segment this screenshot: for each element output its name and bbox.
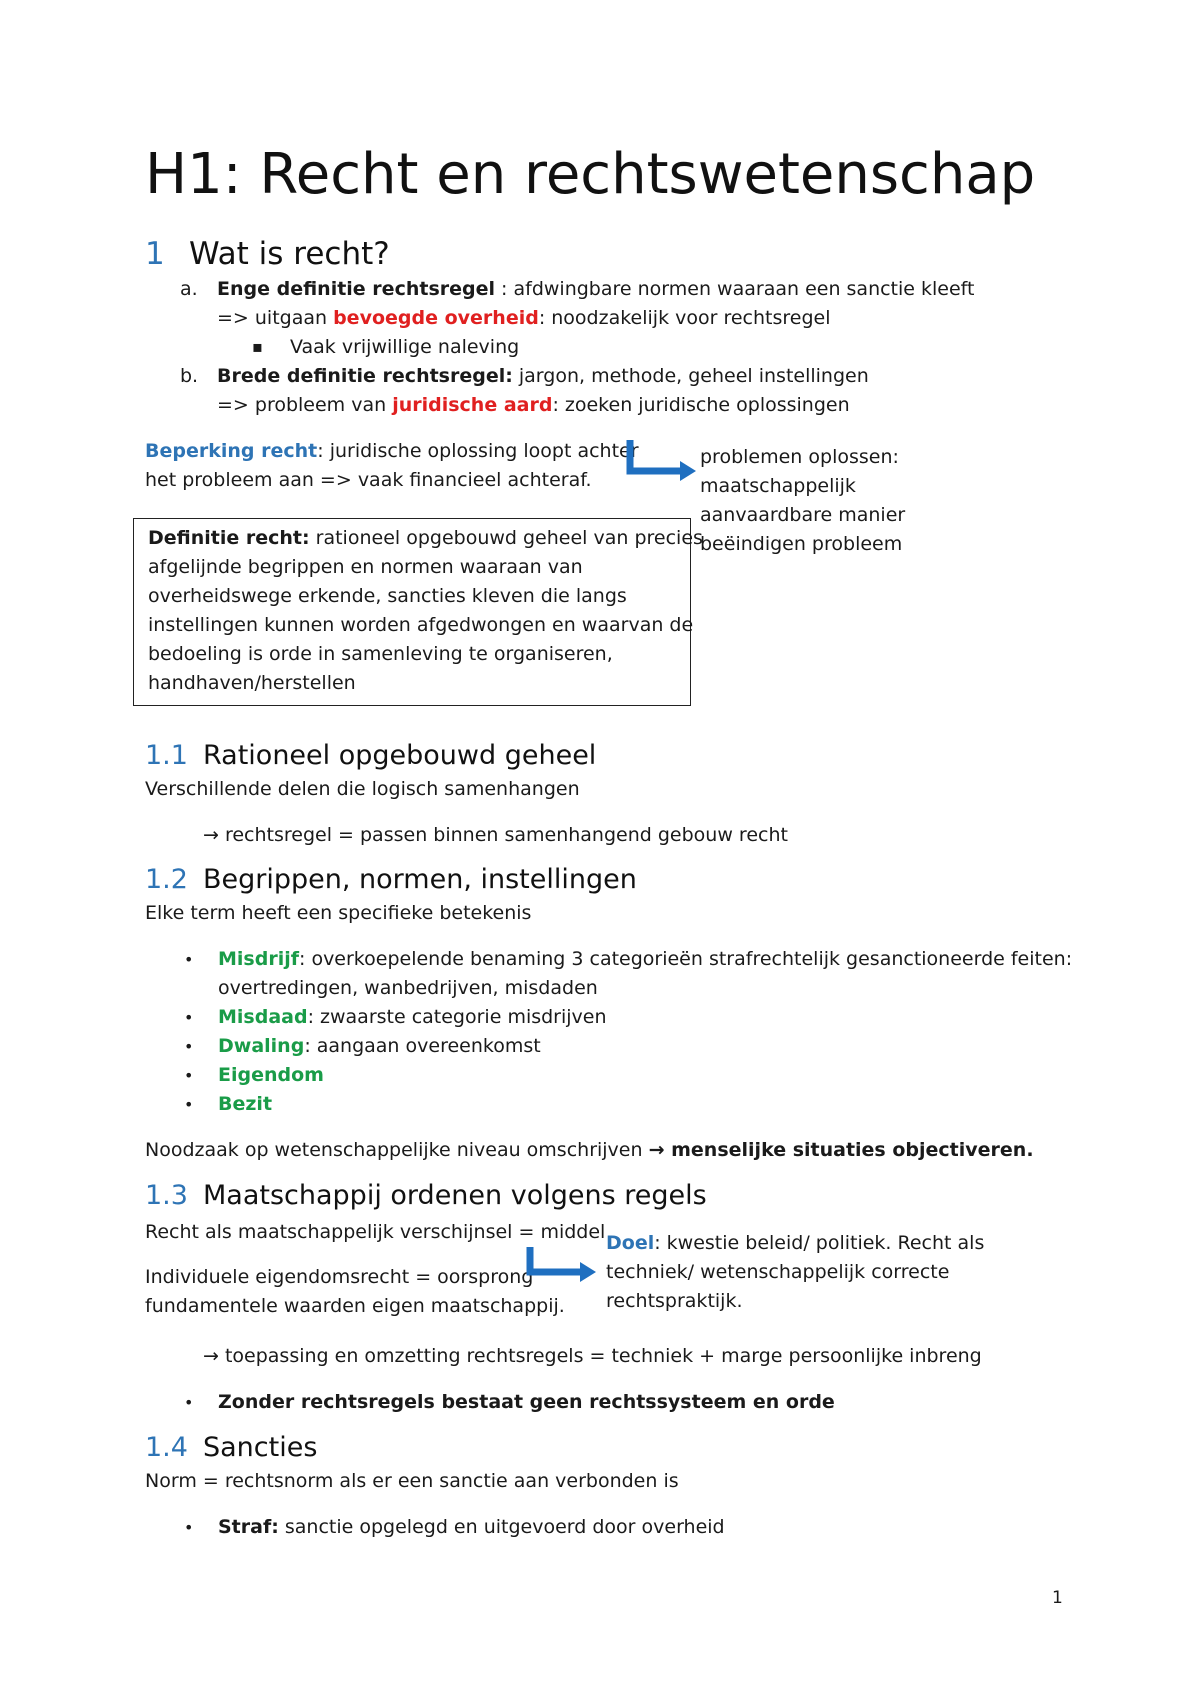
term: Misdrijf — [218, 948, 299, 970]
bullet-item — [180, 945, 1072, 974]
text: Zonder rechtsregels bestaat geen rechtssysteem en orde — [218, 1391, 835, 1413]
sub-bullet-text: Vaak vrijwillige naleving — [290, 336, 520, 358]
section-number: 1.2 — [145, 864, 188, 895]
section-1-4-heading — [145, 1430, 317, 1466]
term: Bezit — [218, 1093, 273, 1115]
side-note-line: problemen oplossen: — [700, 446, 899, 468]
list-marker: b. — [180, 365, 199, 387]
text: techniek/ wetenschappelijk correcte — [606, 1261, 950, 1283]
section-number: 1 — [145, 236, 165, 272]
text: rechtsregel = passen binnen samenhangend gebouw recht — [224, 824, 788, 846]
section-title: Rationeel opgebouwd geheel — [203, 740, 597, 771]
bullet-item — [180, 1003, 607, 1032]
bullet-item — [180, 1513, 725, 1542]
definition-line: afgelijnde begrippen en normen waaraan van — [148, 556, 583, 578]
section-1-2-heading — [145, 862, 637, 898]
arrow-right-icon: → — [203, 1345, 225, 1367]
term: Straf: — [218, 1516, 279, 1538]
term: Eigendom — [218, 1064, 324, 1086]
bullet-icon: • — [184, 1066, 194, 1085]
section-number: 1.4 — [145, 1432, 188, 1463]
term: Definitie recht: — [148, 527, 310, 549]
text: : zwaarste categorie misdrijven — [307, 1006, 607, 1028]
section-title: Maatschappij ordenen volgens regels — [203, 1180, 707, 1211]
arrow-paragraph — [203, 821, 788, 850]
arrow-right-icon: → — [203, 824, 225, 846]
text: : zoeken juridische oplossingen — [552, 394, 850, 416]
term: Misdaad — [218, 1006, 308, 1028]
highlight-term: bevoegde overheid — [333, 307, 539, 329]
beperking-line-2: het probleem aan => vaak financieel achteraf. — [145, 469, 592, 491]
section-title: Wat is recht? — [189, 236, 390, 272]
bullet-item — [180, 1090, 272, 1119]
section-1-1-heading — [145, 738, 596, 774]
term: Beperking recht — [145, 440, 318, 462]
bullet-item — [180, 1061, 324, 1090]
term: Enge definitie rechtsregel — [217, 278, 496, 300]
side-note-line: maatschappelijk — [700, 475, 856, 497]
paragraph: Individuele eigendomsrecht = oorsprong — [145, 1266, 534, 1288]
text: => probleem van — [217, 394, 393, 416]
list-item-a-detail — [217, 304, 831, 333]
arrow-right-icon — [524, 1245, 600, 1289]
bullet-item — [180, 1032, 541, 1061]
text: toepassing en omzetting rechtsregels = techniek + marge persoonlijke inbreng — [224, 1345, 982, 1367]
side-note-line: beëindigen probleem — [700, 533, 903, 555]
section-title: Begrippen, normen, instellingen — [203, 864, 637, 895]
bullet-icon: • — [184, 1095, 194, 1114]
doel-note — [606, 1229, 984, 1316]
definition-line: instellingen kunnen worden afgedwongen en waarvan de — [148, 614, 694, 636]
sub-bullet — [252, 333, 519, 362]
text: Noodzaak op wetenschappelijke niveau omschrijven — [145, 1139, 649, 1161]
definition-line: rationeel opgebouwd geheel van precies — [309, 527, 703, 549]
conclusion-paragraph — [145, 1136, 1034, 1165]
list-item-b — [180, 362, 869, 391]
bullet-icon: • — [184, 1393, 194, 1412]
text: : kwestie beleid/ politiek. Recht als — [654, 1232, 985, 1254]
arrow-right-icon — [624, 438, 700, 482]
section-1-3-heading — [145, 1178, 707, 1214]
list-marker: a. — [180, 278, 198, 300]
list-item-b-detail — [217, 391, 850, 420]
bullet-icon: • — [184, 950, 194, 969]
text: : overkoepelende benaming 3 categorieën strafrechtelijk gesanctioneerde feiten: — [299, 948, 1073, 970]
page-number: 1 — [1052, 1588, 1063, 1608]
definition-line: bedoeling is orde in samenleving te organiseren, — [148, 643, 613, 665]
paragraph: fundamentele waarden eigen maatschappij. — [145, 1295, 565, 1317]
section-number: 1.3 — [145, 1180, 188, 1211]
arrow-right-icon: → — [648, 1139, 672, 1161]
emphasis: menselijke situaties objectiveren. — [671, 1139, 1034, 1161]
beperking-line-1 — [145, 437, 639, 466]
definition-line: overheidswege erkende, sancties kleven die langs — [148, 585, 627, 607]
side-note-line: aanvaardbare manier — [700, 504, 906, 526]
bullet-icon: • — [184, 1008, 194, 1027]
paragraph: Verschillende delen die logisch samenhangen — [145, 778, 580, 800]
bullet-icon: • — [184, 1518, 194, 1537]
text: : aangaan overeenkomst — [304, 1035, 541, 1057]
bullet-item-continuation: overtredingen, wanbedrijven, misdaden — [218, 977, 598, 999]
section-1-heading — [145, 234, 390, 274]
definition: : afdwingbare normen waaraan een sanctie kleeft — [495, 278, 975, 300]
section-number: 1.1 — [145, 740, 188, 771]
square-bullet-icon: ▪ — [252, 337, 263, 356]
text: rechtspraktijk. — [606, 1290, 743, 1312]
text: : noodzakelijk voor rechtsregel — [538, 307, 831, 329]
list-item-a — [180, 275, 974, 304]
paragraph: Elke term heeft een specifieke betekenis — [145, 902, 532, 924]
term: Dwaling — [218, 1035, 305, 1057]
page-title: H1: Recht en rechtswetenschap — [145, 142, 1036, 207]
definition-box-text — [148, 524, 703, 698]
highlight-term: juridische aard — [392, 394, 553, 416]
term: Doel — [606, 1232, 655, 1254]
definition-line: handhaven/herstellen — [148, 672, 356, 694]
bullet-icon: • — [184, 1037, 194, 1056]
arrow-paragraph — [203, 1342, 982, 1371]
paragraph: Recht als maatschappelijk verschijnsel = middel — [145, 1221, 606, 1243]
text: sanctie opgelegd en uitgevoerd door overheid — [278, 1516, 725, 1538]
text: : juridische oplossing loopt achter — [317, 440, 639, 462]
side-note — [700, 443, 905, 559]
text: => uitgaan — [217, 307, 334, 329]
bullet-item — [180, 1388, 835, 1417]
section-title: Sancties — [203, 1432, 318, 1463]
paragraph: Norm = rechtsnorm als er een sanctie aan verbonden is — [145, 1470, 679, 1492]
definition: jargon, methode, geheel instellingen — [512, 365, 869, 387]
term: Brede definitie rechtsregel: — [217, 365, 513, 387]
